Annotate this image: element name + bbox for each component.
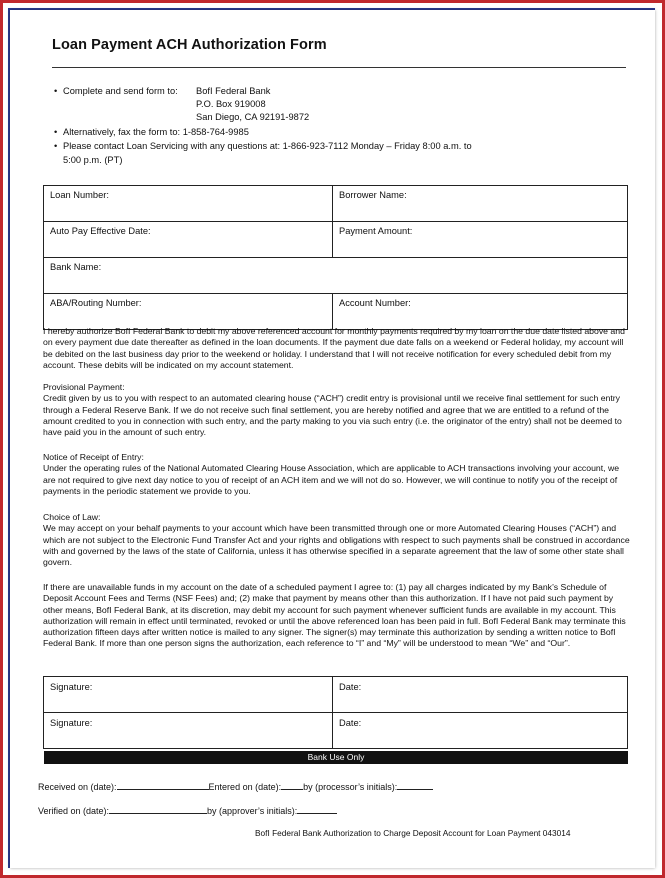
bullet-icon: • bbox=[54, 86, 58, 96]
bank-name-address: BofI Federal Bank bbox=[196, 86, 271, 96]
payment-amount-field[interactable]: Payment Amount: bbox=[333, 222, 628, 258]
signature-table bbox=[43, 676, 628, 749]
choice-section bbox=[43, 512, 631, 568]
entered-label: Entered on (date): bbox=[208, 782, 282, 792]
date-field-1[interactable]: Date: bbox=[333, 677, 628, 713]
title-divider bbox=[52, 67, 626, 68]
approver-label: by (approver’s initials): bbox=[207, 806, 298, 816]
form-title: Loan Payment ACH Authorization Form bbox=[52, 37, 327, 53]
address-line2: San Diego, CA 92191-9872 bbox=[196, 112, 310, 122]
borrower-name-field[interactable]: Borrower Name: bbox=[333, 186, 628, 222]
contact-line bbox=[54, 141, 472, 153]
bullet-icon: • bbox=[54, 127, 58, 137]
fax-line bbox=[54, 127, 249, 139]
contact-text: Please contact Loan Servicing with any questions at: 1-866-923-7112 Monday – Friday 8:00 a.m. to bbox=[63, 141, 472, 151]
verified-row bbox=[38, 804, 337, 816]
provisional-heading: Provisional Payment: bbox=[43, 382, 125, 392]
notice-text: Under the operating rules of the National Automated Clearing House Association, which are applicable to ACH transactions involving your account, we are not required to give next day notice to you of receipt of an ACH item and we will not do so. However, we will continue to notify you of the receipt of payments in the periodic statement we provide to you. bbox=[43, 463, 620, 496]
provisional-text: Credit given by us to you with respect to an automated clearing house (“ACH”) credit entry is provisional until we receive final settlement for such entry through a Federal Reserve Bank. If we do not receive such final settlement, you are hereby notified and agree that we are entitled to a refund of the amount credited to you in connection with such entry, and the party making to you via such entry (i.e. the originator of the entry) shall not be deemed to have paid you in the amount of such entry. bbox=[43, 393, 622, 438]
notice-section bbox=[43, 452, 631, 497]
address-line1: P.O. Box 919008 bbox=[196, 99, 266, 109]
auto-pay-date-field[interactable]: Auto Pay Effective Date: bbox=[44, 222, 333, 258]
approver-initials-line[interactable] bbox=[297, 804, 337, 814]
bank-name-field[interactable]: Bank Name: bbox=[44, 258, 628, 294]
received-row bbox=[38, 780, 433, 792]
authorization-paragraph bbox=[43, 326, 631, 371]
contact-line2: 5:00 p.m. (PT) bbox=[63, 155, 123, 165]
notice-heading: Notice of Receipt of Entry: bbox=[43, 452, 144, 462]
received-label: Received on (date): bbox=[38, 782, 117, 792]
bullet-icon: • bbox=[54, 141, 58, 151]
date-field-2[interactable]: Date: bbox=[333, 713, 628, 749]
authorization-text: I hereby authorize BofI Federal Bank to debit my above referenced account for monthly payments required by my loan on the due date listed above and on every payment due date thereafter as defined in the loan documents. If the payment due date falls on a weekend or Federal holiday, my account will be debited on the last business day prior to the weekend or holiday. I understand that I will not receive notification for every scheduled debit from my account. These debits will be indicated on my account statement. bbox=[43, 326, 625, 370]
form-page bbox=[10, 10, 655, 868]
received-date-line[interactable] bbox=[117, 780, 209, 790]
processor-label: by (processor’s initials): bbox=[303, 782, 398, 792]
verified-date-line[interactable] bbox=[109, 804, 207, 814]
form-footer: BofI Federal Bank Authorization to Charge Deposit Account for Loan Payment 043014 bbox=[255, 828, 571, 838]
loan-number-field[interactable]: Loan Number: bbox=[44, 186, 333, 222]
aba-routing-field[interactable]: ABA/Routing Number: bbox=[44, 294, 333, 330]
signature-field-2[interactable]: Signature: bbox=[44, 713, 333, 749]
verified-label: Verified on (date): bbox=[38, 806, 110, 816]
account-number-field[interactable]: Account Number: bbox=[333, 294, 628, 330]
bank-use-banner: Bank Use Only bbox=[44, 751, 628, 764]
provisional-section bbox=[43, 382, 631, 438]
processor-initials-line[interactable] bbox=[397, 780, 433, 790]
unavailable-text: If there are unavailable funds in my account on the date of a scheduled payment I agree to: (1) pay all charges indicated by my Bank’s Schedule of Deposit Account Fees and Terms (NSF Fees) and; (2) make that payment by means other than this authorization. If I have not paid such payment by other means, BofI Federal Bank, at its discretion, may debit my account for such payment whenever sufficient funds are available in my account. This authorization will remain in effect until terminated, revoked or until the above referenced loan has been paid in full. BofI Federal Bank may terminate this authorization fifteen days after written notice is mailed to any signer. The signer(s) may terminate this authorization by sending a written notice to BofI Federal Bank. If more than one person signs the authorization, each reference to “I” and “My” will be understood to mean “We” and “Our”. bbox=[43, 582, 626, 649]
entered-date-line[interactable] bbox=[281, 780, 303, 790]
loan-fields-table bbox=[43, 185, 628, 330]
signature-field-1[interactable]: Signature: bbox=[44, 677, 333, 713]
send-label: Complete and send form to: bbox=[63, 86, 178, 96]
unavailable-funds-paragraph bbox=[43, 582, 631, 650]
choice-heading: Choice of Law: bbox=[43, 512, 101, 522]
fax-text: Alternatively, fax the form to: 1-858-764-9985 bbox=[63, 127, 249, 137]
send-to-line bbox=[54, 86, 178, 98]
choice-text: We may accept on your behalf payments to your account which have been transmitted through one or more Automated Clearing Houses (“ACH”) and which are not subject to the Electronic Fund Transfer Act and your rights and obligations with respect to such payments shall be construed in accordance with and governed by the laws of the state of California, unless it has otherwise specified in a separate agreement that the law of some other state shall govern. bbox=[43, 523, 630, 568]
